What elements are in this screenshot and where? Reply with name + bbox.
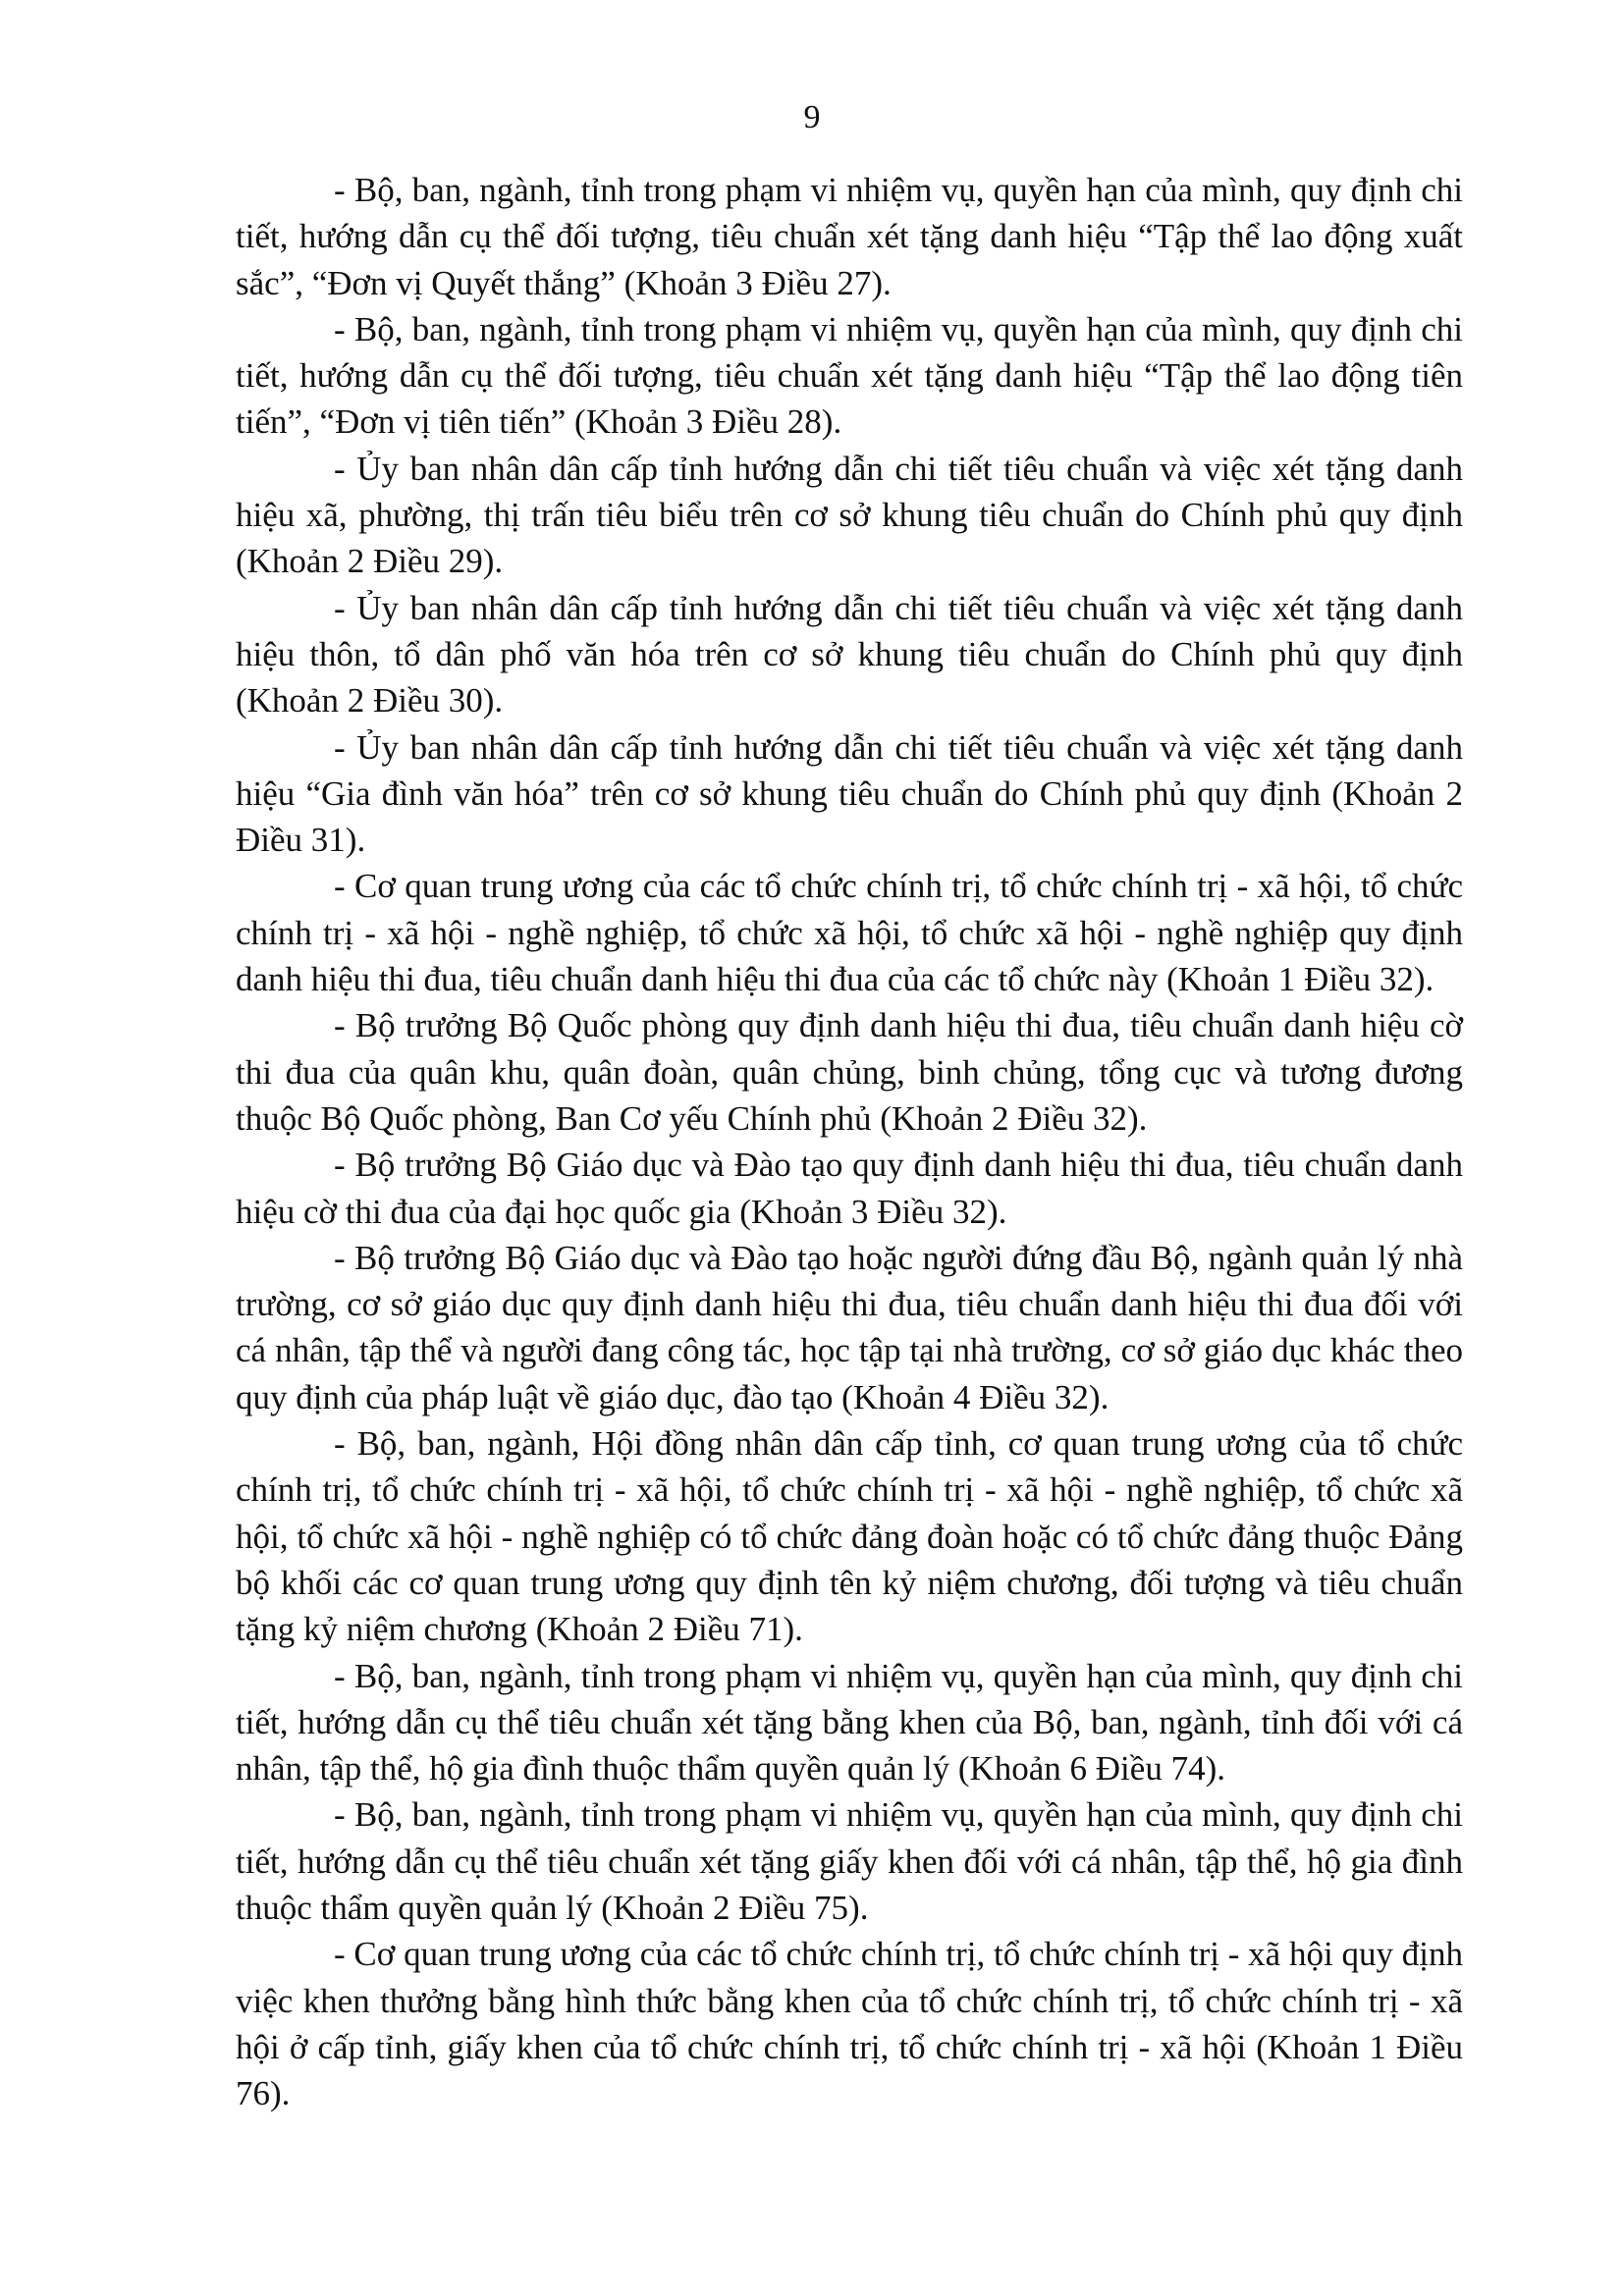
paragraph: - Bộ trưởng Bộ Giáo dục và Đào tạo hoặc người đứng đầu Bộ, ngành quản lý nhà trường, cơ sở giáo dục quy định danh hiệu thi đua, tiêu chuẩn danh hiệu thi đua đối với cá nhân, tập thể và người đang công tác, học tập tại nhà trường, cơ sở giáo dục khác theo quy định của pháp luật về giáo dục, đào tạo (Khoản 4 Điều 32). [236, 1238, 1463, 1416]
paragraph: - Cơ quan trung ương của các tổ chức chính trị, tổ chức chính trị - xã hội quy định việc khen thưởng bằng hình thức bằng khen của tổ chức chính trị, tổ chức chính trị - xã hội ở cấp tỉnh, giấy khen của tổ chức chính trị, tổ chức chính trị - xã hội (Khoản 1 Điều 76). [236, 1935, 1463, 2113]
paragraph: - Bộ, ban, ngành, tỉnh trong phạm vi nhiệm vụ, quyền hạn của mình, quy định chi tiết, hướng dẫn cụ thể tiêu chuẩn xét tặng giấy khen đối với cá nhân, tập thể, hộ gia đình thuộc thẩm quyền quản lý (Khoản 2 Điều 75). [236, 1795, 1463, 1927]
paragraph: - Bộ trưởng Bộ Giáo dục và Đào tạo quy định danh hiệu thi đua, tiêu chuẩn danh hiệu cờ thi đua của đại học quốc gia (Khoản 3 Điều 32). [236, 1146, 1463, 1231]
paragraph: - Bộ, ban, ngành, tỉnh trong phạm vi nhiệm vụ, quyền hạn của mình, quy định chi tiết, hướng dẫn cụ thể đối tượng, tiêu chuẩn xét tặng danh hiệu “Tập thể lao động xuất sắc”, “Đơn vị Quyết thắng” (Khoản 3 Điều 27). [236, 171, 1463, 302]
paragraph: - Cơ quan trung ương của các tổ chức chính trị, tổ chức chính trị - xã hội, tổ chức chính trị - xã hội - nghề nghiệp, tổ chức xã hội, tổ chức xã hội - nghề nghiệp quy định danh hiệu thi đua, tiêu chuẩn danh hiệu thi đua của các tổ chức này (Khoản 1 Điều 32). [236, 867, 1463, 999]
paragraph: - Ủy ban nhân dân cấp tỉnh hướng dẫn chi tiết tiêu chuẩn và việc xét tặng danh hiệu xã, phường, thị trấn tiêu biểu trên cơ sở khung tiêu chuẩn do Chính phủ quy định (Khoản 2 Điều 29). [236, 449, 1463, 581]
page-number: 9 [803, 99, 821, 135]
paragraph: - Bộ trưởng Bộ Quốc phòng quy định danh hiệu thi đua, tiêu chuẩn danh hiệu cờ thi đua của quân khu, quân đoàn, quân chủng, binh chủng, tổng cục và tương đương thuộc Bộ Quốc phòng, Ban Cơ yếu Chính phủ (Khoản 2 Điều 32). [236, 1006, 1463, 1138]
paragraph: - Bộ, ban, ngành, tỉnh trong phạm vi nhiệm vụ, quyền hạn của mình, quy định chi tiết, hướng dẫn cụ thể tiêu chuẩn xét tặng bằng khen của Bộ, ban, ngành, tỉnh đối với cá nhân, tập thể, hộ gia đình thuộc thẩm quyền quản lý (Khoản 6 Điều 74). [236, 1656, 1463, 1789]
paragraph: - Bộ, ban, ngành, tỉnh trong phạm vi nhiệm vụ, quyền hạn của mình, quy định chi tiết, hướng dẫn cụ thể đối tượng, tiêu chuẩn xét tặng danh hiệu “Tập thể lao động tiên tiến”, “Đơn vị tiên tiến” (Khoản 3 Điều 28). [236, 309, 1463, 442]
paragraph: - Bộ, ban, ngành, Hội đồng nhân dân cấp tỉnh, cơ quan trung ương của tổ chức chính trị, tổ chức chính trị - xã hội, tổ chức chính trị - xã hội - nghề nghiệp, tổ chức xã hội, tổ chức xã hội - nghề nghiệp có tổ chức đảng đoàn hoặc có tổ chức đảng thuộc Đảng bộ khối các cơ quan trung ương quy định tên kỷ niệm chương, đối tượng và tiêu chuẩn tặng kỷ niệm chương (Khoản 2 Điều 71). [236, 1424, 1463, 1649]
document-body [236, 167, 1463, 2116]
paragraph: - Ủy ban nhân dân cấp tỉnh hướng dẫn chi tiết tiêu chuẩn và việc xét tặng danh hiệu “Gia đình văn hóa” trên cơ sở khung tiêu chuẩn do Chính phủ quy định (Khoản 2 Điều 31). [236, 727, 1463, 860]
paragraph: - Ủy ban nhân dân cấp tỉnh hướng dẫn chi tiết tiêu chuẩn và việc xét tặng danh hiệu thôn, tổ dân phố văn hóa trên cơ sở khung tiêu chuẩn do Chính phủ quy định (Khoản 2 Điều 30). [236, 588, 1463, 721]
